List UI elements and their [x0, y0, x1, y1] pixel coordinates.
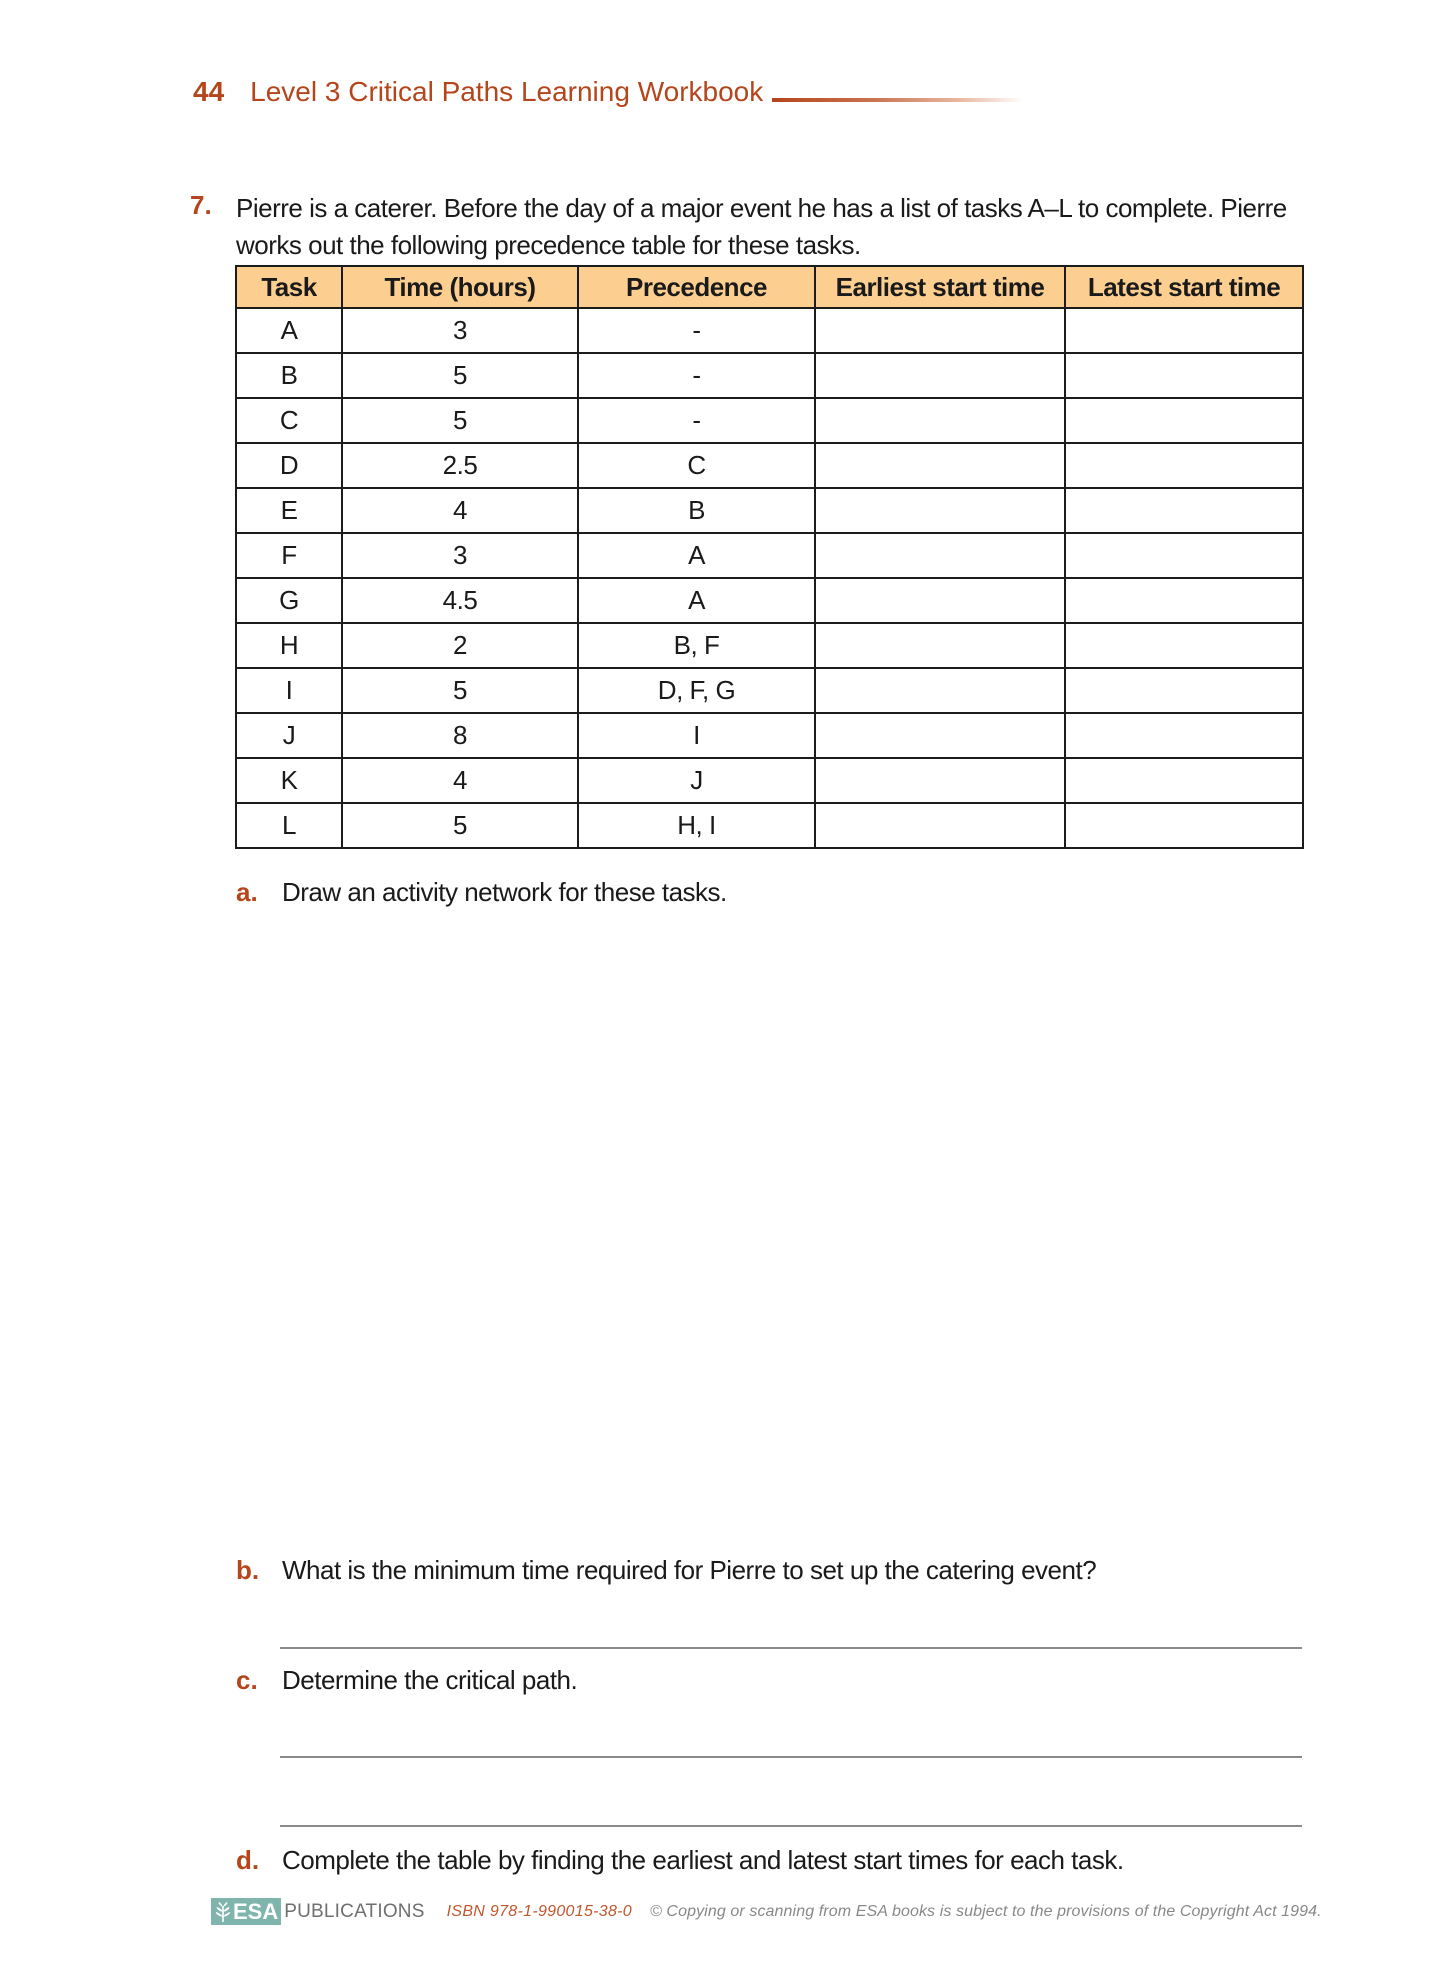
- latest-start-cell[interactable]: [1065, 398, 1303, 443]
- task-cell: F: [236, 533, 342, 578]
- latest-start-cell[interactable]: [1065, 578, 1303, 623]
- column-header-time: Time (hours): [342, 266, 578, 308]
- earliest-start-cell[interactable]: [815, 713, 1065, 758]
- latest-start-cell[interactable]: [1065, 308, 1303, 353]
- precedence-cell: I: [578, 713, 815, 758]
- book-title: Level 3 Critical Paths Learning Workbook: [250, 76, 764, 107]
- precedence-cell: -: [578, 308, 815, 353]
- earliest-start-cell[interactable]: [815, 353, 1065, 398]
- time-cell: 4.5: [342, 578, 578, 623]
- part-a-label: a.: [236, 876, 258, 907]
- part-b: [236, 1552, 1096, 1588]
- earliest-start-cell[interactable]: [815, 758, 1065, 803]
- latest-start-cell[interactable]: [1065, 758, 1303, 803]
- question-number: 7.: [190, 190, 212, 220]
- precedence-cell: -: [578, 353, 815, 398]
- earliest-start-cell[interactable]: [815, 803, 1065, 848]
- task-cell: L: [236, 803, 342, 848]
- copyright-notice: © Copying or scanning from ESA books is subject to the provisions of the Copyright Act 1994.: [650, 1902, 1322, 1920]
- precedence-cell: C: [578, 443, 815, 488]
- task-cell: J: [236, 713, 342, 758]
- question-text: Pierre is a caterer. Before the day of a major event he has a list of tasks A–L to complete. Pierre works out the following precedence table for these tasks.: [236, 193, 1287, 260]
- column-header-precedence: Precedence: [578, 266, 815, 308]
- logo-text: ESA: [233, 1898, 279, 1924]
- table-row: [236, 713, 1303, 758]
- precedence-table: [235, 265, 1304, 849]
- task-cell: D: [236, 443, 342, 488]
- table-row: [236, 758, 1303, 803]
- part-d-label: d.: [236, 1844, 260, 1875]
- table-row: [236, 488, 1303, 533]
- task-cell: H: [236, 623, 342, 668]
- tree-leaf-icon: [214, 1901, 232, 1923]
- part-d-text: Complete the table by finding the earliest and latest start times for each task.: [282, 1844, 1124, 1875]
- part-a: [236, 874, 727, 910]
- earliest-start-cell[interactable]: [815, 533, 1065, 578]
- page-footer: [211, 1898, 1322, 1925]
- earliest-start-cell[interactable]: [815, 398, 1065, 443]
- time-cell: 5: [342, 398, 578, 443]
- time-cell: 2: [342, 623, 578, 668]
- part-d: [236, 1842, 1124, 1878]
- time-cell: 3: [342, 533, 578, 578]
- latest-start-cell[interactable]: [1065, 623, 1303, 668]
- latest-start-cell[interactable]: [1065, 443, 1303, 488]
- table-row: [236, 578, 1303, 623]
- task-cell: I: [236, 668, 342, 713]
- task-cell: E: [236, 488, 342, 533]
- header-gradient-rule: [772, 98, 1024, 102]
- time-cell: 5: [342, 668, 578, 713]
- running-header: [193, 74, 763, 110]
- precedence-cell: -: [578, 398, 815, 443]
- esa-logo: [211, 1898, 281, 1925]
- part-b-text: What is the minimum time required for Pierre to set up the catering event?: [282, 1554, 1097, 1585]
- time-cell: 5: [342, 803, 578, 848]
- precedence-cell: A: [578, 533, 815, 578]
- earliest-start-cell[interactable]: [815, 668, 1065, 713]
- table-row: [236, 533, 1303, 578]
- network-drawing-area[interactable]: [236, 920, 1302, 1520]
- table-row: [236, 308, 1303, 353]
- time-cell: 3: [342, 308, 578, 353]
- task-cell: G: [236, 578, 342, 623]
- part-c: [236, 1662, 577, 1698]
- part-a-text: Draw an activity network for these tasks.: [282, 876, 727, 907]
- latest-start-cell[interactable]: [1065, 353, 1303, 398]
- column-header-task: Task: [236, 266, 342, 308]
- table-header-row: [236, 266, 1303, 308]
- table-row: [236, 398, 1303, 443]
- time-cell: 8: [342, 713, 578, 758]
- earliest-start-cell[interactable]: [815, 578, 1065, 623]
- precedence-cell: B: [578, 488, 815, 533]
- precedence-cell: B, F: [578, 623, 815, 668]
- latest-start-cell[interactable]: [1065, 713, 1303, 758]
- time-cell: 4: [342, 488, 578, 533]
- precedence-cell: A: [578, 578, 815, 623]
- task-cell: K: [236, 758, 342, 803]
- part-c-text: Determine the critical path.: [282, 1664, 578, 1695]
- latest-start-cell[interactable]: [1065, 488, 1303, 533]
- earliest-start-cell[interactable]: [815, 488, 1065, 533]
- column-header-earliest-start: Earliest start time: [815, 266, 1065, 308]
- latest-start-cell[interactable]: [1065, 533, 1303, 578]
- latest-start-cell[interactable]: [1065, 803, 1303, 848]
- table-row: [236, 443, 1303, 488]
- column-header-latest-start: Latest start time: [1065, 266, 1303, 308]
- precedence-cell: D, F, G: [578, 668, 815, 713]
- latest-start-cell[interactable]: [1065, 668, 1303, 713]
- task-cell: B: [236, 353, 342, 398]
- answer-line-b[interactable]: [280, 1647, 1302, 1649]
- earliest-start-cell[interactable]: [815, 308, 1065, 353]
- task-cell: C: [236, 398, 342, 443]
- precedence-cell: J: [578, 758, 815, 803]
- answer-line-c-1[interactable]: [280, 1756, 1302, 1758]
- time-cell: 2.5: [342, 443, 578, 488]
- table-row: [236, 623, 1303, 668]
- page-number: 44: [193, 76, 225, 107]
- table-row: [236, 353, 1303, 398]
- answer-line-c-2[interactable]: [280, 1825, 1302, 1827]
- time-cell: 4: [342, 758, 578, 803]
- precedence-cell: H, I: [578, 803, 815, 848]
- earliest-start-cell[interactable]: [815, 443, 1065, 488]
- logo-suffix: PUBLICATIONS: [284, 1900, 425, 1922]
- table-row: [236, 803, 1303, 848]
- earliest-start-cell[interactable]: [815, 623, 1065, 668]
- part-c-label: c.: [236, 1664, 258, 1695]
- isbn: ISBN 978-1-990015-38-0: [446, 1902, 632, 1920]
- task-cell: A: [236, 308, 342, 353]
- part-b-label: b.: [236, 1554, 260, 1585]
- time-cell: 5: [342, 353, 578, 398]
- table-row: [236, 668, 1303, 713]
